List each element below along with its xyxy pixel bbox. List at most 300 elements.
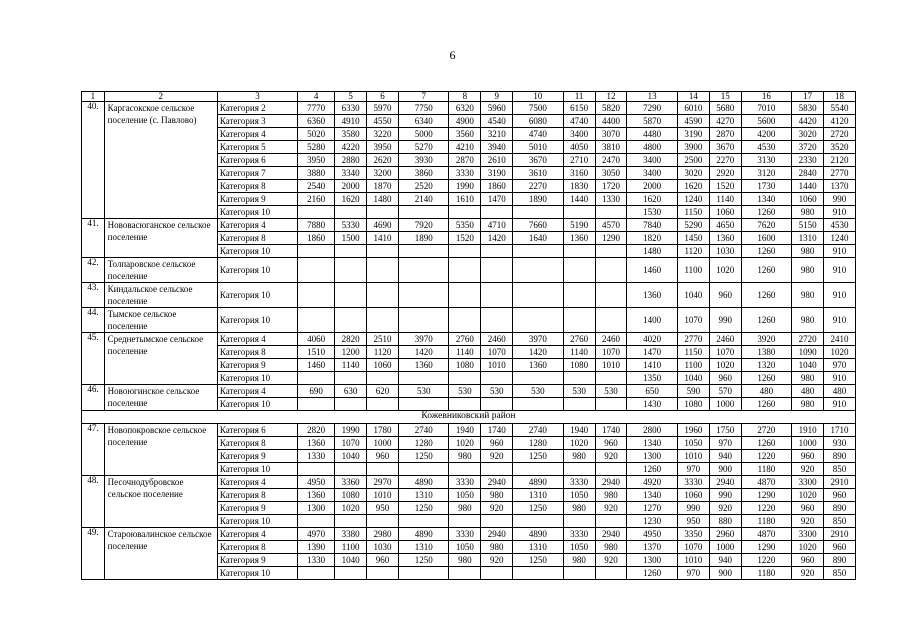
value-cell [563, 258, 595, 283]
value-cell: 1740 [595, 424, 627, 437]
value-cell: 2940 [595, 476, 627, 489]
value-cell: 1480 [627, 245, 677, 258]
value-cell: 1370 [824, 180, 856, 193]
value-cell: 6330 [335, 102, 367, 115]
value-cell: 2140 [398, 193, 448, 206]
category-cell: Категория 10 [217, 567, 297, 580]
value-cell: 1620 [335, 193, 367, 206]
value-cell: 4920 [627, 476, 677, 489]
category-cell: Категория 2 [217, 102, 297, 115]
settlement-number: 49. [82, 528, 105, 580]
value-cell [513, 463, 563, 476]
table-body [82, 92, 856, 580]
region-row [82, 411, 856, 424]
settlement-number: 45. [82, 333, 105, 385]
value-cell: 1940 [563, 424, 595, 437]
value-cell: 1150 [677, 206, 709, 219]
settlement-number: 43. [82, 283, 105, 308]
table-row [82, 219, 856, 232]
value-cell: 6360 [298, 115, 335, 128]
value-cell: 1310 [792, 232, 824, 245]
value-cell: 1910 [792, 424, 824, 437]
settlement-name: Киндальское сельское поселение [104, 283, 217, 308]
value-cell: 4200 [741, 128, 791, 141]
header-cell: 5 [335, 92, 367, 102]
value-cell: 2500 [677, 154, 709, 167]
value-cell [367, 463, 399, 476]
header-row [82, 92, 856, 102]
value-cell: 1040 [335, 554, 367, 567]
value-cell: 1070 [677, 541, 709, 554]
value-cell: 7840 [627, 219, 677, 232]
header-cell: 18 [824, 92, 856, 102]
value-cell: 3300 [792, 476, 824, 489]
value-cell: 980 [449, 450, 481, 463]
value-cell [481, 567, 513, 580]
value-cell: 1960 [677, 424, 709, 437]
value-cell: 1010 [677, 450, 709, 463]
value-cell: 980 [792, 283, 824, 308]
value-cell [298, 245, 335, 258]
value-cell: 2270 [513, 180, 563, 193]
value-cell: 2000 [627, 180, 677, 193]
value-cell: 1000 [367, 437, 399, 450]
category-cell: Категория 4 [217, 385, 297, 398]
value-cell [563, 398, 595, 411]
value-cell: 530 [481, 385, 513, 398]
value-cell [367, 398, 399, 411]
value-cell: 4590 [677, 115, 709, 128]
value-cell: 2770 [824, 167, 856, 180]
value-cell: 2460 [481, 333, 513, 346]
value-cell: 3950 [367, 141, 399, 154]
category-cell: Категория 10 [217, 283, 297, 308]
value-cell: 980 [595, 489, 627, 502]
value-cell [398, 463, 448, 476]
value-cell: 3340 [335, 167, 367, 180]
value-cell: 2820 [335, 333, 367, 346]
value-cell: 2740 [398, 424, 448, 437]
value-cell [335, 245, 367, 258]
value-cell: 1020 [709, 359, 741, 372]
value-cell: 1340 [627, 437, 677, 450]
value-cell: 1050 [563, 489, 595, 502]
value-cell: 3380 [335, 528, 367, 541]
value-cell: 4890 [398, 476, 448, 489]
value-cell: 2840 [792, 167, 824, 180]
value-cell: 3970 [513, 333, 563, 346]
value-cell: 1290 [741, 541, 791, 554]
value-cell: 1360 [298, 489, 335, 502]
value-cell: 3160 [563, 167, 595, 180]
value-cell: 620 [367, 385, 399, 398]
value-cell: 1420 [398, 346, 448, 359]
value-cell: 1780 [367, 424, 399, 437]
header-cell: 15 [709, 92, 741, 102]
value-cell: 1010 [481, 359, 513, 372]
value-cell: 4210 [449, 141, 481, 154]
value-cell: 930 [824, 437, 856, 450]
value-cell: 1080 [449, 359, 481, 372]
value-cell [563, 283, 595, 308]
value-cell: 570 [709, 385, 741, 398]
value-cell: 3330 [449, 167, 481, 180]
value-cell: 1150 [677, 346, 709, 359]
value-cell: 1070 [677, 308, 709, 333]
value-cell: 590 [677, 385, 709, 398]
value-cell: 980 [563, 502, 595, 515]
value-cell: 2460 [595, 333, 627, 346]
value-cell: 3070 [595, 128, 627, 141]
value-cell [367, 372, 399, 385]
value-cell: 980 [792, 245, 824, 258]
value-cell: 5190 [563, 219, 595, 232]
value-cell: 850 [824, 463, 856, 476]
value-cell: 2740 [513, 424, 563, 437]
value-cell: 980 [449, 554, 481, 567]
value-cell: 4870 [741, 528, 791, 541]
value-cell: 4870 [741, 476, 791, 489]
value-cell: 2540 [298, 180, 335, 193]
value-cell: 3940 [481, 141, 513, 154]
settlement-name: Каргасокское сельское поселение (с. Павлово) [104, 102, 217, 219]
value-cell [563, 308, 595, 333]
value-cell: 1520 [709, 180, 741, 193]
value-cell [367, 515, 399, 528]
value-cell: 910 [824, 206, 856, 219]
value-cell: 1260 [741, 372, 791, 385]
value-cell [595, 372, 627, 385]
value-cell [563, 245, 595, 258]
value-cell: 2800 [627, 424, 677, 437]
value-cell: 2980 [367, 528, 399, 541]
value-cell [367, 258, 399, 283]
value-cell: 1270 [627, 502, 677, 515]
header-cell: 17 [792, 92, 824, 102]
value-cell: 2940 [481, 476, 513, 489]
value-cell: 2270 [709, 154, 741, 167]
value-cell [513, 515, 563, 528]
value-cell: 1250 [398, 554, 448, 567]
value-cell [298, 308, 335, 333]
value-cell: 1320 [741, 359, 791, 372]
value-cell: 2520 [398, 180, 448, 193]
header-cell: 16 [741, 92, 791, 102]
value-cell: 7290 [627, 102, 677, 115]
table-row [82, 385, 856, 398]
value-cell [449, 245, 481, 258]
value-cell [595, 258, 627, 283]
value-cell: 1310 [398, 541, 448, 554]
value-cell [563, 372, 595, 385]
category-cell: Категория 8 [217, 346, 297, 359]
value-cell: 1500 [335, 232, 367, 245]
value-cell: 980 [481, 489, 513, 502]
value-cell: 480 [741, 385, 791, 398]
value-cell: 1260 [741, 258, 791, 283]
category-cell: Категория 10 [217, 515, 297, 528]
value-cell [513, 372, 563, 385]
value-cell: 4890 [513, 476, 563, 489]
value-cell [298, 372, 335, 385]
value-cell: 1100 [677, 258, 709, 283]
value-cell: 5020 [298, 128, 335, 141]
value-cell: 3300 [792, 528, 824, 541]
value-cell: 920 [595, 502, 627, 515]
value-cell [449, 515, 481, 528]
value-cell: 3670 [513, 154, 563, 167]
value-cell: 980 [792, 308, 824, 333]
settlement-name: Новоюгинское сельское поселение [104, 385, 217, 411]
value-cell [513, 258, 563, 283]
value-cell [398, 398, 448, 411]
value-cell: 920 [595, 450, 627, 463]
settlement-number: 41. [82, 219, 105, 258]
value-cell: 3330 [563, 528, 595, 541]
value-cell [595, 515, 627, 528]
value-cell: 950 [677, 515, 709, 528]
value-cell: 1360 [298, 437, 335, 450]
value-cell: 1860 [481, 180, 513, 193]
value-cell: 1180 [741, 567, 791, 580]
value-cell: 1280 [513, 437, 563, 450]
value-cell [481, 245, 513, 258]
value-cell: 1360 [563, 232, 595, 245]
settlement-name: Новопокровское сельское поселение [104, 424, 217, 476]
value-cell: 4550 [367, 115, 399, 128]
value-cell [298, 206, 335, 219]
value-cell: 4950 [298, 476, 335, 489]
value-cell: 960 [792, 502, 824, 515]
value-cell: 1140 [335, 359, 367, 372]
value-cell: 2910 [824, 528, 856, 541]
value-cell: 890 [824, 554, 856, 567]
category-cell: Категория 9 [217, 554, 297, 567]
value-cell: 5290 [677, 219, 709, 232]
value-cell: 3950 [298, 154, 335, 167]
value-cell: 1100 [677, 359, 709, 372]
category-cell: Категория 9 [217, 359, 297, 372]
category-cell: Категория 10 [217, 245, 297, 258]
value-cell [398, 515, 448, 528]
value-cell: 4020 [627, 333, 677, 346]
value-cell: 920 [792, 567, 824, 580]
category-cell: Категория 4 [217, 333, 297, 346]
value-cell: 960 [709, 283, 741, 308]
value-cell: 1640 [513, 232, 563, 245]
value-cell: 1070 [595, 346, 627, 359]
value-cell: 980 [792, 372, 824, 385]
value-cell [563, 567, 595, 580]
value-cell: 2510 [367, 333, 399, 346]
value-cell: 1940 [449, 424, 481, 437]
value-cell: 1260 [741, 437, 791, 450]
value-cell: 1010 [677, 554, 709, 567]
value-cell: 1620 [677, 180, 709, 193]
value-cell: 7770 [298, 102, 335, 115]
value-cell: 1470 [627, 346, 677, 359]
category-cell: Категория 10 [217, 206, 297, 219]
value-cell: 5820 [595, 102, 627, 115]
value-cell: 920 [792, 463, 824, 476]
page-number: 6 [449, 48, 456, 62]
settlement-name: Толпаровское сельское поселение [104, 258, 217, 283]
value-cell: 1140 [449, 346, 481, 359]
value-cell: 1870 [367, 180, 399, 193]
value-cell: 960 [367, 554, 399, 567]
category-cell: Категория 4 [217, 528, 297, 541]
value-cell: 1250 [513, 502, 563, 515]
value-cell: 910 [824, 372, 856, 385]
value-cell: 3580 [335, 128, 367, 141]
value-cell [513, 206, 563, 219]
value-cell: 1860 [298, 232, 335, 245]
value-cell: 1040 [677, 283, 709, 308]
value-cell: 2710 [563, 154, 595, 167]
value-cell [398, 308, 448, 333]
value-cell: 5010 [513, 141, 563, 154]
value-cell: 1080 [677, 398, 709, 411]
value-cell: 1180 [741, 515, 791, 528]
value-cell: 3400 [563, 128, 595, 141]
value-cell: 2920 [709, 167, 741, 180]
value-cell: 1220 [741, 554, 791, 567]
value-cell: 1020 [449, 437, 481, 450]
value-cell: 1010 [367, 489, 399, 502]
value-cell: 1260 [741, 398, 791, 411]
value-cell: 4890 [513, 528, 563, 541]
value-cell: 1380 [741, 346, 791, 359]
value-cell: 960 [792, 450, 824, 463]
value-cell [449, 258, 481, 283]
value-cell: 1140 [709, 193, 741, 206]
value-cell [398, 372, 448, 385]
value-cell: 950 [367, 502, 399, 515]
value-cell: 3050 [595, 167, 627, 180]
value-cell: 1340 [741, 193, 791, 206]
value-cell: 3670 [709, 141, 741, 154]
value-cell: 970 [824, 359, 856, 372]
value-cell [449, 567, 481, 580]
value-cell: 1990 [449, 180, 481, 193]
value-cell [298, 283, 335, 308]
header-cell: 14 [677, 92, 709, 102]
header-cell: 9 [481, 92, 513, 102]
category-cell: Категория 10 [217, 398, 297, 411]
value-cell: 1260 [741, 206, 791, 219]
settlement-number: 48. [82, 476, 105, 528]
category-cell: Категория 9 [217, 193, 297, 206]
value-cell: 2770 [677, 333, 709, 346]
value-cell: 1410 [627, 359, 677, 372]
value-cell: 6010 [677, 102, 709, 115]
value-cell: 1300 [627, 554, 677, 567]
value-cell: 980 [595, 541, 627, 554]
table-row [82, 528, 856, 541]
value-cell: 3330 [563, 476, 595, 489]
value-cell: 5870 [627, 115, 677, 128]
value-cell: 910 [824, 398, 856, 411]
value-cell: 3220 [367, 128, 399, 141]
value-cell: 4740 [513, 128, 563, 141]
value-cell: 1240 [677, 193, 709, 206]
value-cell: 4530 [741, 141, 791, 154]
value-cell: 890 [824, 450, 856, 463]
value-cell: 1020 [792, 489, 824, 502]
value-cell: 1180 [741, 463, 791, 476]
value-cell: 690 [298, 385, 335, 398]
value-cell: 1720 [595, 180, 627, 193]
value-cell: 4950 [627, 528, 677, 541]
header-cell: 7 [398, 92, 448, 102]
value-cell [563, 206, 595, 219]
value-cell: 3350 [677, 528, 709, 541]
category-cell: Категория 4 [217, 476, 297, 489]
value-cell: 6150 [563, 102, 595, 115]
value-cell: 480 [824, 385, 856, 398]
value-cell: 1260 [627, 463, 677, 476]
value-cell [298, 463, 335, 476]
value-cell: 5000 [398, 128, 448, 141]
region-name: Кожевниковский район [82, 411, 856, 424]
value-cell: 3610 [513, 167, 563, 180]
value-cell: 1360 [709, 232, 741, 245]
category-cell: Категория 10 [217, 258, 297, 283]
value-cell: 2000 [335, 180, 367, 193]
settlement-number: 42. [82, 258, 105, 283]
value-cell: 2720 [792, 333, 824, 346]
value-cell [335, 283, 367, 308]
value-cell: 4220 [335, 141, 367, 154]
value-cell: 980 [563, 450, 595, 463]
value-cell: 1480 [367, 193, 399, 206]
value-cell: 1030 [709, 245, 741, 258]
value-cell: 2940 [709, 476, 741, 489]
value-cell: 970 [677, 463, 709, 476]
value-cell: 530 [595, 385, 627, 398]
tariff-table [81, 91, 856, 580]
value-cell: 980 [449, 502, 481, 515]
header-cell: 12 [595, 92, 627, 102]
header-cell: 3 [217, 92, 297, 102]
value-cell: 5830 [792, 102, 824, 115]
value-cell: 1890 [398, 232, 448, 245]
value-cell: 920 [709, 502, 741, 515]
value-cell: 1220 [741, 502, 791, 515]
value-cell: 3330 [449, 476, 481, 489]
value-cell: 7880 [298, 219, 335, 232]
value-cell [367, 567, 399, 580]
value-cell: 910 [824, 283, 856, 308]
value-cell: 5960 [481, 102, 513, 115]
value-cell [335, 258, 367, 283]
value-cell [595, 463, 627, 476]
value-cell [335, 398, 367, 411]
value-cell [481, 308, 513, 333]
value-cell: 1730 [741, 180, 791, 193]
value-cell [449, 308, 481, 333]
category-cell: Категория 9 [217, 450, 297, 463]
value-cell: 1220 [741, 450, 791, 463]
header-cell: 11 [563, 92, 595, 102]
value-cell: 1410 [367, 232, 399, 245]
value-cell [513, 308, 563, 333]
value-cell [513, 245, 563, 258]
category-cell: Категория 4 [217, 219, 297, 232]
value-cell [595, 398, 627, 411]
value-cell: 4540 [481, 115, 513, 128]
value-cell: 1620 [627, 193, 677, 206]
